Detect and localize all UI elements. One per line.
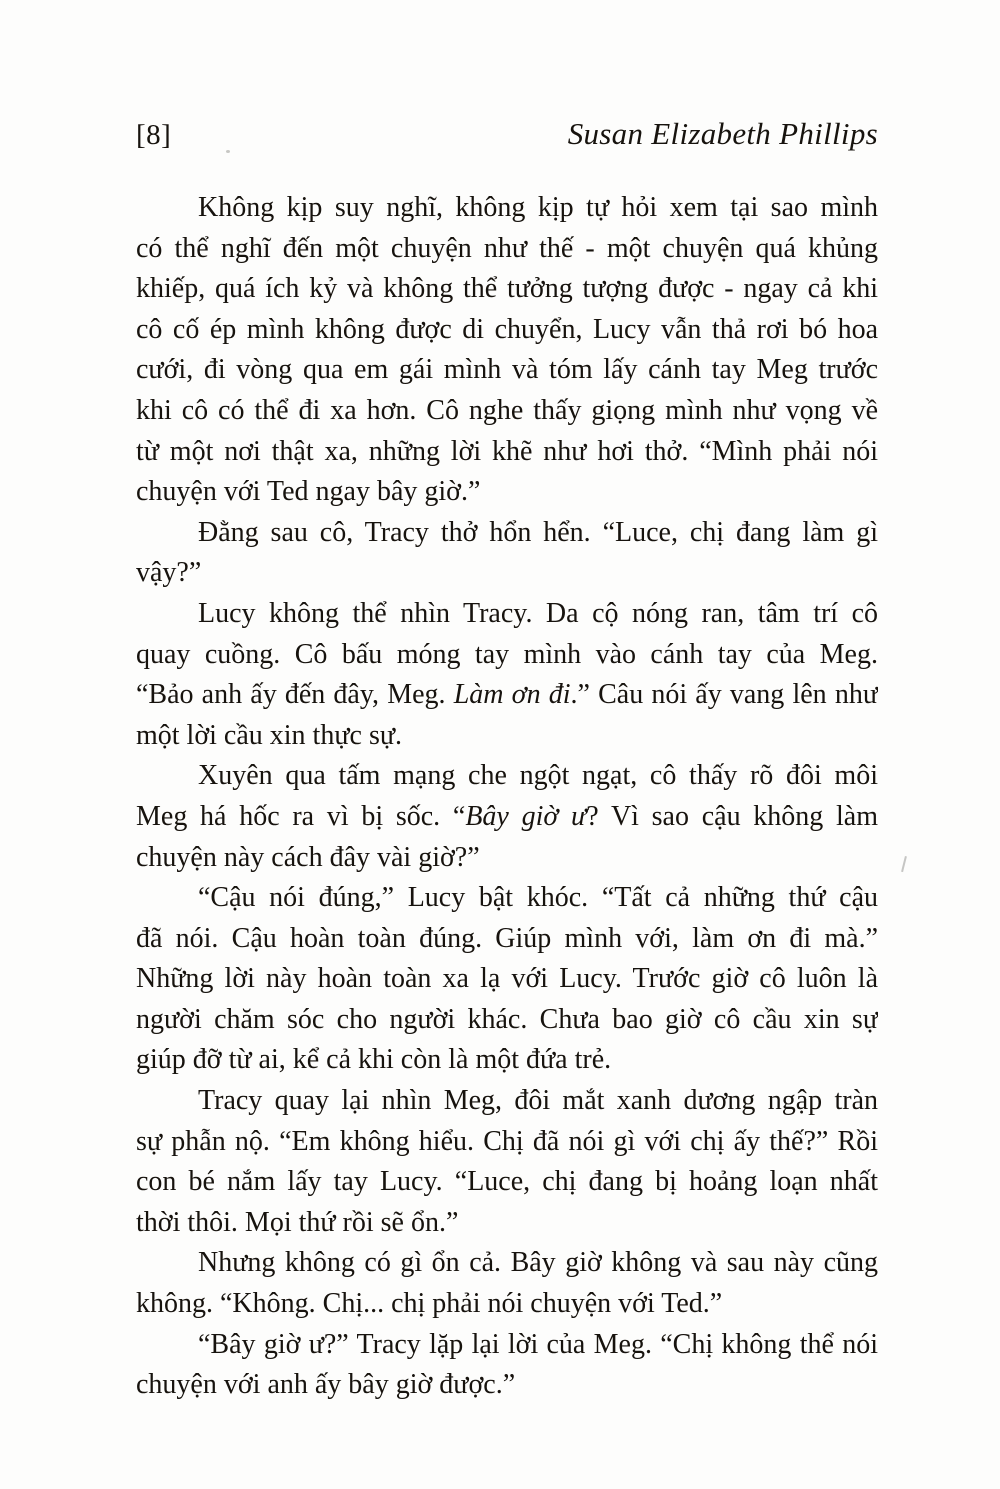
text-line <box>136 391 878 432</box>
scan-artifact <box>226 150 230 153</box>
text-segment: thời thôi. Mọi thứ rồi sẽ ổn.” <box>136 1206 459 1238</box>
text-segment: chuyện với anh ấy bây giờ được.” <box>136 1369 516 1401</box>
text-segment: khi cô có thể đi xa hơn. Cô nghe thấy giọng mình như vọng về <box>136 394 878 426</box>
text-segment: ? Vì sao cậu không làm <box>586 800 878 832</box>
text-segment: đã nói. Cậu hoàn toàn đúng. Giúp mình với, làm ơn đi mà.” <box>136 922 878 954</box>
text-line <box>136 959 878 1000</box>
text-segment: “Cậu nói đúng,” Lucy bật khóc. “Tất cả những thứ cậu <box>198 882 878 914</box>
text-line <box>136 513 878 554</box>
text-line <box>136 432 878 473</box>
text-segment: Những lời này hoàn toàn xa lạ với Lucy. Trước giờ cô luôn là <box>136 963 878 995</box>
text-line <box>136 675 878 716</box>
text-segment: giúp đỡ từ ai, kể cả khi còn là một đứa trẻ. <box>136 1044 612 1076</box>
running-head-author: Susan Elizabeth Phillips <box>567 116 878 151</box>
text-segment: từ một nơi thật xa, những lời khẽ như hơi thở. “Mình phải nói <box>136 435 878 467</box>
text-segment: Meg há hốc ra vì bị sốc. “ <box>136 800 466 832</box>
text-segment: sự phẫn nộ. “Em không hiểu. Chị đã nói gì với chị ấy thế?” Rồi <box>136 1125 878 1157</box>
text-segment: “Bây giờ ư?” Tracy lặp lại lời của Meg. “Chị không thể nói <box>198 1328 878 1360</box>
paragraph <box>136 188 878 513</box>
italic-text-segment: Bây giờ ư <box>465 800 587 832</box>
text-line <box>136 310 878 351</box>
text-segment: Tracy quay lại nhìn Meg, đôi mắt xanh dương ngập tràn <box>198 1085 878 1117</box>
text-line <box>136 594 878 635</box>
text-line <box>136 1162 878 1203</box>
paragraph <box>136 513 878 594</box>
text-segment: cưới, đi vòng qua em gái mình và tóm lấy cánh tay Meg trước <box>136 354 878 386</box>
text-line <box>136 1325 878 1366</box>
text-segment: con bé nắm lấy tay Lucy. “Luce, chị đang bị hoảng loạn nhất <box>136 1166 878 1198</box>
text-line <box>136 350 878 391</box>
paragraph <box>136 1325 878 1406</box>
text-line <box>136 1000 878 1041</box>
text-segment: chuyện với Ted ngay bây giờ.” <box>136 476 481 508</box>
text-segment: Nhưng không có gì ổn cả. Bây giờ không và sau này cũng <box>198 1247 878 1279</box>
italic-text-segment: Làm ơn đi <box>453 679 571 711</box>
paragraph <box>136 1243 878 1324</box>
paragraph <box>136 594 878 756</box>
text-segment: vậy?” <box>136 557 202 589</box>
text-segment: Không kịp suy nghĩ, không kịp tự hỏi xem tại sao mình <box>198 192 878 223</box>
text-segment: Lucy không thể nhìn Tracy. Da cộ nóng ran, tâm trí cô <box>198 597 878 629</box>
paragraph <box>136 1081 878 1243</box>
text-line <box>136 229 878 270</box>
text-segment: chuyện này cách đây vài giờ?” <box>136 841 480 873</box>
body-text <box>136 188 878 1406</box>
text-segment: Xuyên qua tấm mạng che ngột ngạt, cô thấy rõ đôi môi <box>198 760 878 792</box>
text-segment: một lời cầu xin thực sự. <box>136 719 403 751</box>
text-segment: người chăm sóc cho người khác. Chưa bao giờ cô cầu xin sự <box>136 1003 878 1035</box>
text-line <box>136 716 878 757</box>
text-line <box>136 756 878 797</box>
paragraph <box>136 756 878 878</box>
text-line <box>136 472 878 513</box>
text-line <box>136 553 878 594</box>
text-segment: “Bảo anh ấy đến đây, Meg. <box>136 679 454 711</box>
text-line <box>136 1040 878 1081</box>
text-line <box>136 919 878 960</box>
text-line <box>136 797 878 838</box>
text-line <box>136 838 878 879</box>
text-line <box>136 1081 878 1122</box>
text-segment: có thể nghĩ đến một chuyện như thế - một chuyện quá khủng <box>136 232 878 264</box>
scan-artifact <box>901 856 906 872</box>
text-line <box>136 188 878 229</box>
text-line <box>136 269 878 310</box>
text-line <box>136 1284 878 1325</box>
text-line <box>136 878 878 919</box>
text-segment: Đằng sau cô, Tracy thở hổn hển. “Luce, chị đang làm gì <box>198 516 878 548</box>
text-line <box>136 1365 878 1406</box>
page-number: [8] <box>136 119 172 151</box>
paragraph <box>136 878 878 1081</box>
text-line <box>136 1243 878 1284</box>
page-header <box>136 116 878 152</box>
text-segment: .” Câu nói ấy vang lên như <box>570 679 878 711</box>
text-segment: quay cuồng. Cô bấu móng tay mình vào cánh tay của Meg. <box>136 638 878 670</box>
text-line <box>136 1203 878 1244</box>
text-line <box>136 1122 878 1163</box>
text-line <box>136 635 878 676</box>
text-segment: cô cố ép mình không được di chuyển, Lucy vẫn thả rơi bó hoa <box>136 313 878 345</box>
text-segment: không. “Không. Chị... chị phải nói chuyện với Ted.” <box>136 1288 723 1320</box>
text-segment: khiếp, quá ích kỷ và không thể tưởng tượng được - ngay cả khi <box>136 273 878 305</box>
